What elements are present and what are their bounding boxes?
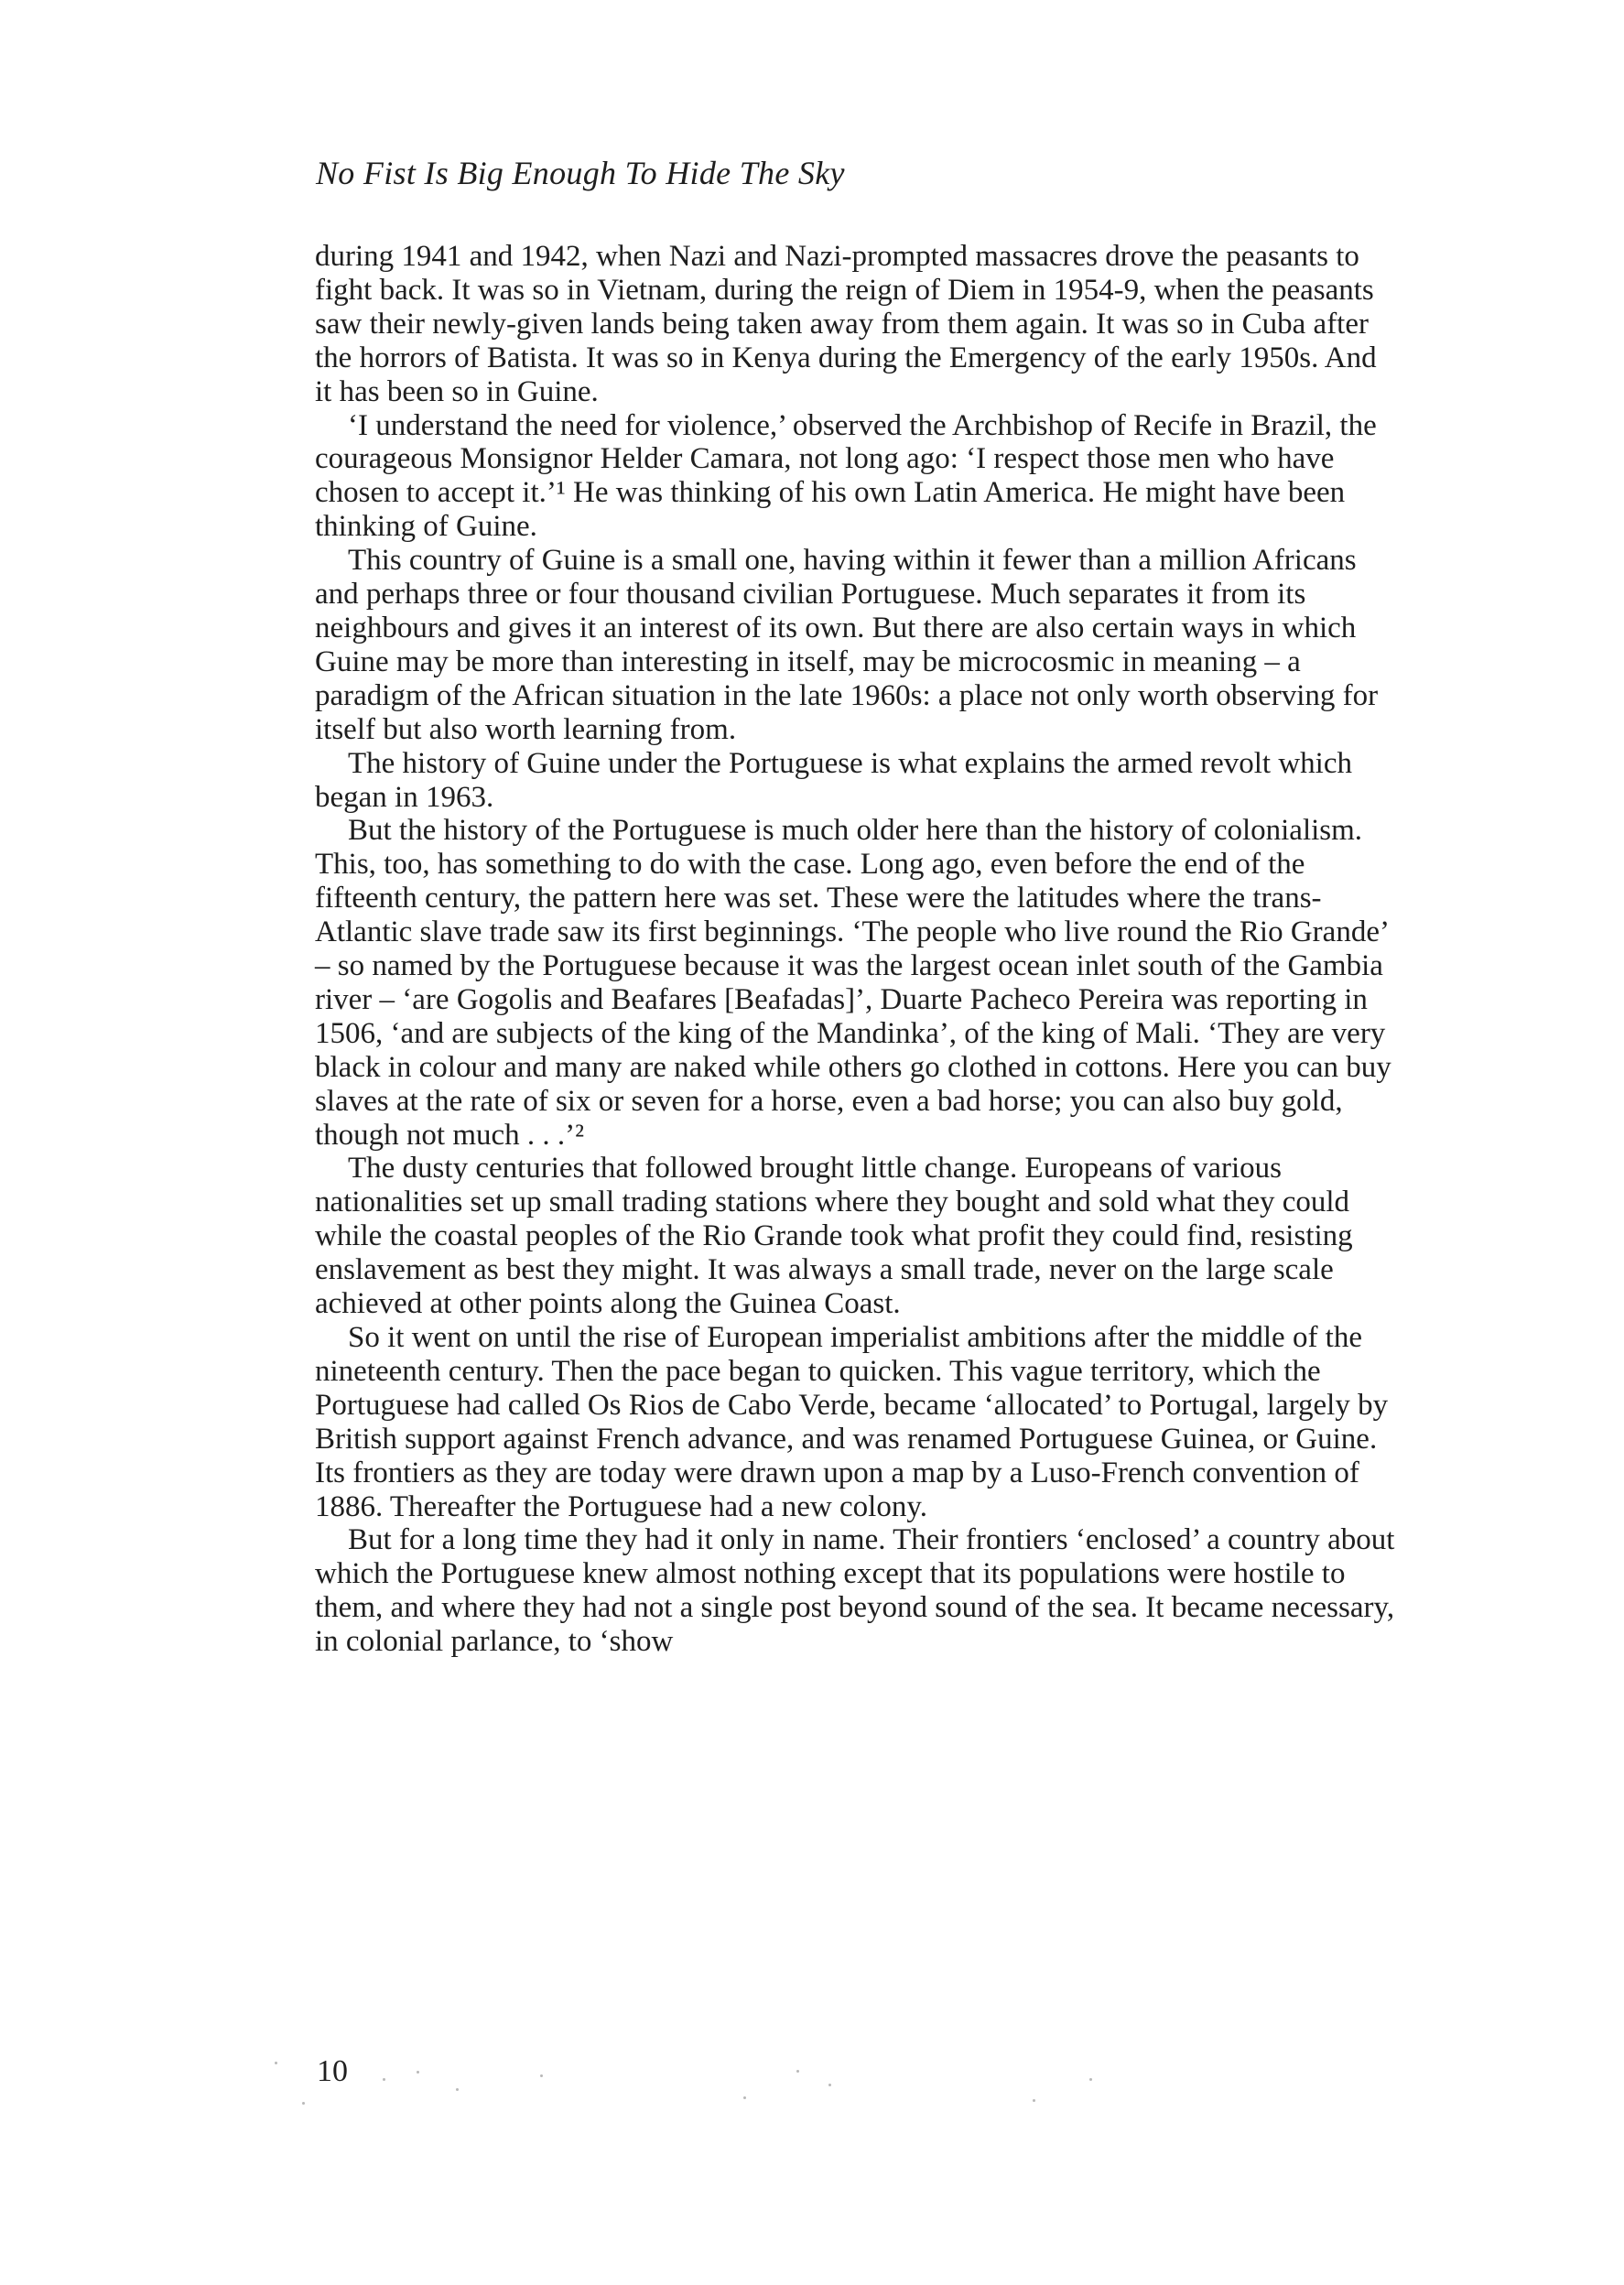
running-head: No Fist Is Big Enough To Hide The Sky bbox=[316, 155, 845, 191]
scan-speck bbox=[417, 2071, 419, 2074]
scan-speck bbox=[383, 2078, 385, 2081]
page-number: 10 bbox=[317, 2054, 348, 2088]
paragraph: But the history of the Portuguese is much older here than the history of colonialism. This, too, has something to do with the case. Long ago, even before the end of the fifteenth century, the pattern here was set. These were the latitudes where the trans-Atlantic slave trade saw its first beginnings. ‘The people who live round the Rio Grande’ – so named by the Portuguese because it was the largest ocean inlet south of the Gambia river – ‘are Gogolis and Beafares [Beafadas]’, Duarte Pacheco Pereira was reporting in 1506, ‘and are subjects of the king of the Mandinka’, of the king of Mali. ‘They are very black in colour and many are naked while others go clothed in cottons. Here you can buy slaves at the rate of six or seven for a horse, even a bad horse; you can also buy gold, though not much . . .’² bbox=[315, 814, 1391, 1152]
paragraph: But for a long time they had it only in name. Their frontiers ‘enclosed’ a country about which the Portuguese knew almost nothing except that its populations were hostile to them, and where they had not a single post beyond sound of the sea. It became necessary, in colonial parlance, to ‘show bbox=[315, 1523, 1395, 1659]
scan-speck bbox=[540, 2074, 543, 2077]
scan-speck bbox=[1033, 2099, 1035, 2102]
paragraph: This country of Guine is a small one, having within it fewer than a million Africans and perhaps three or four thousand civilian Portuguese. Much separates it from its neighbours and gives it an interest of its own. But there are also certain ways in which Guine may be more than interesting in itself, may be microcosmic in meaning – a paradigm of the African situation in the late 1960s: a place not only worth observing for itself but also worth learning from. bbox=[315, 544, 1379, 746]
scan-speck bbox=[743, 2096, 746, 2099]
scan-speck bbox=[302, 2102, 305, 2105]
paragraph: So it went on until the rise of European imperialist ambitions after the middle of the nineteenth century. Then the pace began to quicken. This vague territory, which the Portuguese had called Os Rios de Cabo Verde, became ‘allocated’ to Portugal, largely by British support against French advance, and was renamed Portuguese Guinea, or Guine. Its frontiers as they are today were drawn upon a map by a Luso-French convention of 1886. Thereafter the Portuguese had a new colony. bbox=[315, 1321, 1389, 1523]
body-text bbox=[315, 240, 1395, 1659]
scan-speck bbox=[456, 2088, 459, 2091]
scan-speck bbox=[796, 2070, 799, 2073]
scan-speck bbox=[275, 2062, 277, 2064]
scan-speck bbox=[828, 2084, 831, 2086]
paragraph: The history of Guine under the Portuguese is what explains the armed revolt which began in 1963. bbox=[315, 746, 1352, 814]
paragraph: during 1941 and 1942, when Nazi and Nazi-prompted massacres drove the peasants to fight back. It was so in Vietnam, during the reign of Diem in 1954-9, when the peasants saw their newly-given lands being taken away from them again. It was so in Cuba after the horrors of Batista. It was so in Kenya during the Emergency of the early 1950s. And it has been so in Guine. bbox=[315, 240, 1377, 408]
paragraph: The dusty centuries that followed brought little change. Europeans of various nationalities set up small trading stations where they bought and sold what they could while the coastal peoples of the Rio Grande took what profit they could find, resisting enslavement as best they might. It was always a small trade, never on the large scale achieved at other points along the Guinea Coast. bbox=[315, 1152, 1353, 1321]
scan-speck bbox=[1089, 2078, 1092, 2081]
paragraph: ‘I understand the need for violence,’ observed the Archbishop of Recife in Brazil, the courageous Monsignor Helder Camara, not long ago: ‘I respect those men who have chosen to accept it.’¹ He was thinking of his own Latin America. He might have been thinking of Guine. bbox=[315, 408, 1377, 544]
